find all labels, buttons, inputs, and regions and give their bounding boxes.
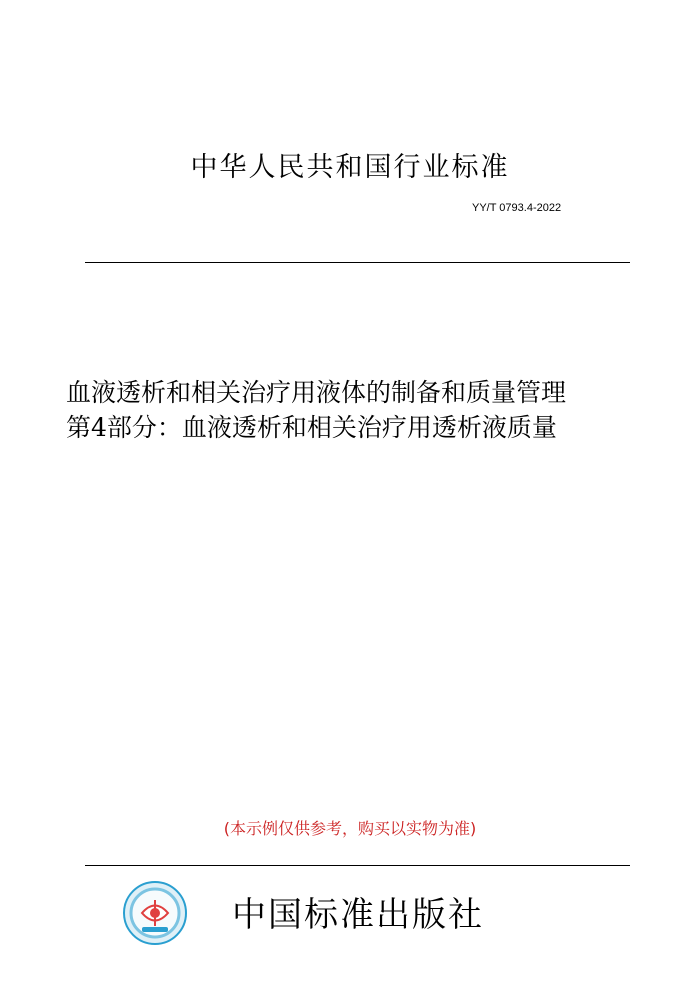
- publisher-name: 中国标准出版社: [232, 895, 484, 935]
- publisher-seal-icon: [122, 880, 188, 946]
- standard-number: YY/T 0793.4-2022: [472, 202, 562, 214]
- header-title: 中华人民共和国行业标准: [190, 152, 510, 183]
- sample-notice: (本示例仅供参考，购买以实物为准): [223, 819, 477, 838]
- top-divider: [85, 262, 630, 263]
- document-title-line-1: 血液透析和相关治疗用液体的制备和质量管理: [66, 378, 567, 407]
- document-title: [66, 375, 666, 445]
- bottom-divider: [85, 865, 630, 866]
- document-title-line-2: 第4部分：血液透析和相关治疗用透析液质量: [66, 413, 557, 442]
